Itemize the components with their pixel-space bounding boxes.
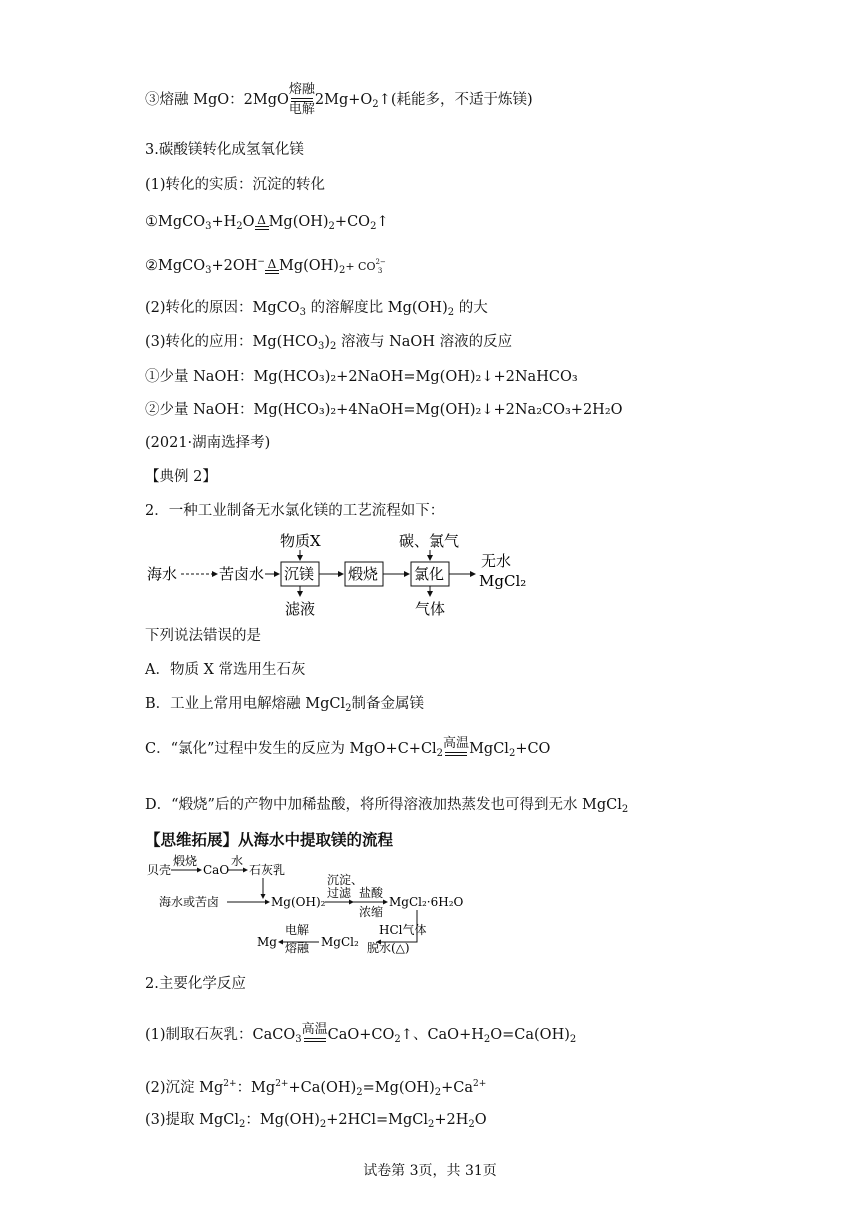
hydrate-label: MgCl₂·6H₂O — [389, 895, 464, 909]
page-footer: 试卷第 3页，共 31页 — [363, 1163, 497, 1179]
text: (2)转化的原因：MgCO — [145, 300, 300, 316]
text: 的溶解度比 Mg(OH) — [310, 300, 448, 316]
text: ②MgCO — [145, 258, 206, 274]
mgoh2-label: Mg(OH)₂ — [271, 895, 326, 909]
question-text: 2．一种工业制备无水氯化镁的工艺流程如下： — [145, 503, 445, 519]
text: (3)转化的应用：Mg(HCO — [145, 334, 318, 350]
text: CaO+CO — [327, 1027, 395, 1043]
text: ：Mg — [236, 1080, 276, 1096]
text: 的大 — [458, 300, 488, 316]
hcl-cond: 盐酸 — [359, 886, 384, 900]
equals-bar — [304, 1038, 326, 1042]
text: 制备金属镁 — [351, 696, 424, 712]
text: ①MgCO — [145, 214, 206, 230]
question-prompt: 下列说法错误的是 — [145, 628, 261, 644]
filter-cond: 过滤 — [327, 886, 352, 900]
concentrate-cond: 浓缩 — [359, 905, 384, 919]
condition-arrow — [443, 736, 469, 756]
condition-top: 熔融 — [288, 82, 315, 97]
calcine-label: 煅烧 — [348, 565, 379, 583]
text: 溶液与 NaOH 溶液的反应 — [340, 334, 513, 350]
text: Mg(OH) — [268, 214, 329, 230]
option-a: A．物质 X 常选用生石灰 — [145, 662, 306, 678]
equals-bar — [445, 752, 467, 756]
section-2-title: 2.主要化学反应 — [145, 976, 246, 992]
text: O — [242, 214, 255, 230]
text: +2H — [434, 1112, 469, 1128]
text: Mg(OH) — [278, 258, 339, 274]
delta-symbol: Δ — [257, 213, 266, 227]
mgcl2-label: MgCl₂ — [321, 935, 359, 949]
text: (3)提取 MgCl — [145, 1112, 240, 1128]
text: B．工业上常用电解熔融 MgCl — [145, 696, 346, 712]
text: O — [474, 1112, 487, 1128]
text: ↑ — [376, 214, 389, 230]
condition-top: 高温 — [443, 736, 470, 751]
product-label-2: MgCl₂ — [479, 572, 527, 590]
gas-label: 气体 — [415, 600, 446, 618]
text: MgCl — [469, 741, 509, 757]
text: =Mg(OH) — [362, 1080, 435, 1096]
seawater-label: 海水 — [147, 565, 178, 583]
para-1: (1)转化的实质：沉淀的转化 — [145, 177, 326, 193]
text: ：Mg(OH) — [245, 1112, 320, 1128]
text: O=Ca(OH) — [490, 1027, 570, 1043]
application-2: ②少量 NaOH：Mg(HCO₃)₂+4NaOH=Mg(OH)₂↓+2Na₂CO₃+2H₂O — [145, 402, 623, 418]
text: +CO — [515, 741, 551, 757]
cao-label: CaO — [203, 863, 230, 877]
condition-arrow — [302, 1022, 328, 1042]
molten-mgo-line: ③熔融 MgO：2MgO 熔融 电解 $2Mg+O_2↑$(耗能多，不适于炼镁) — [145, 82, 533, 117]
input-x-label: 物质X — [280, 532, 321, 550]
text: + CO — [345, 260, 376, 273]
text: (1)制取石灰乳：CaCO — [145, 1027, 296, 1043]
text: D．“煅烧”后的产物中加稀盐酸，将所得溶液加热蒸发也可得到无水 MgCl — [145, 797, 622, 813]
heat-condition — [265, 258, 279, 274]
text: (2)沉淀 Mg — [145, 1080, 224, 1096]
electrolysis-cond: 电解 — [285, 923, 310, 937]
source-label: (2021·湖南选择考) — [145, 435, 271, 451]
text: ③熔融 MgO：2MgO — [145, 92, 289, 108]
text: 2Mg+O — [314, 92, 373, 108]
main-reaction-2: (2)沉淀 $Mg^{2+}$：$Mg^{2+}+Ca(OH)_2=Mg(OH)_2+Ca^{2+}$ — [145, 1079, 487, 1098]
water-cond: 水 — [231, 854, 244, 868]
condition-bottom: 电解 — [288, 102, 315, 117]
main-reaction-3: (3)提取 MgCl$_2$：$Mg(OH)_2+2HCl=MgCl_2+2H_2O$ — [145, 1112, 487, 1130]
hclgas-cond: HCl气体 — [379, 923, 427, 937]
limemilk-label: 石灰乳 — [249, 863, 286, 877]
section-3-title: 3.碳酸镁转化成氢氧化镁 — [145, 142, 304, 158]
calcine-cond: 煅烧 — [173, 854, 198, 868]
text: +2OH — [211, 258, 258, 274]
text: +CO — [334, 214, 371, 230]
reaction-1: $①MgCO_3+H_2O$ Δ $Mg(OH)_2+CO_2↑$ — [145, 213, 389, 232]
precipitate-cond: 沉淀、 — [327, 873, 364, 887]
chlorination-label: 氯化 — [414, 565, 445, 583]
dehydrate-cond: 脱水(△) — [367, 941, 410, 954]
magnesium-extraction-diagram — [145, 854, 485, 954]
para-2: (2)转化的原因：MgCO$_3$ 的溶解度比 $Mg(OH)_2$ 的大 — [145, 300, 488, 318]
precipitate-label: 沉镁 — [284, 565, 315, 583]
seawater-brine-label: 海水或苦卤 — [159, 895, 220, 909]
text: +H — [211, 214, 237, 230]
molten-cond: 熔融 — [285, 941, 310, 954]
product-label-1: 无水 — [481, 552, 512, 570]
main-reaction-1: (1)制取石灰乳：CaCO$_3$ 高温 $CaO+CO_2↑$、$CaO+H_2O=Ca(OH)_2$ — [145, 1022, 577, 1045]
thinking-extension-heading: 【思维拓展】从海水中提取镁的流程 — [145, 831, 394, 849]
application-1: ①少量 NaOH：Mg(HCO₃)₂+2NaOH=Mg(OH)₂↓+2NaHCO₃ — [145, 369, 578, 385]
condition-arrow — [289, 82, 315, 118]
option-b: B．工业上常用电解熔融 MgCl$_2$制备金属镁 — [145, 696, 424, 714]
example-label: 【典例 2】 — [145, 469, 217, 485]
input-carbon-chlorine-label: 碳、氯气 — [399, 532, 460, 550]
reaction-2: ②MgCO$_3$+2OH− Δ $Mg(OH)_2+ CO^{2-}_3$ — [145, 257, 386, 276]
text: +Ca(OH) — [288, 1080, 357, 1096]
para-3: (3)转化的应用：$Mg(HCO_3)_2$ 溶液与 NaOH 溶液的反应 — [145, 334, 513, 352]
text: +2HCl=MgCl — [326, 1112, 429, 1128]
heat-condition — [255, 214, 269, 230]
brine-label: 苦卤水 — [219, 565, 265, 583]
delta-symbol: Δ — [267, 257, 277, 271]
shell-label: 贝壳 — [147, 863, 172, 877]
text: +Ca — [441, 1080, 473, 1096]
option-c: C．“氯化”过程中发生的反应为 $MgO+C+Cl_2$ 高温 MgCl$_2$+CO — [145, 736, 551, 759]
text: ↑、CaO+H — [400, 1027, 484, 1043]
text: ↑(耗能多，不适于炼镁) — [378, 92, 533, 108]
option-d: D．“煅烧”后的产物中加稀盐酸，将所得溶液加热蒸发也可得到无水 MgCl$_2$ — [145, 797, 629, 815]
text: C．“氯化”过程中发生的反应为 MgO+C+Cl — [145, 741, 437, 757]
text: ) — [324, 334, 330, 350]
condition-top: 高温 — [301, 1022, 328, 1037]
filtrate-label: 滤液 — [285, 600, 316, 618]
mg-label: Mg — [257, 935, 277, 949]
process-flow-diagram — [145, 528, 565, 618]
